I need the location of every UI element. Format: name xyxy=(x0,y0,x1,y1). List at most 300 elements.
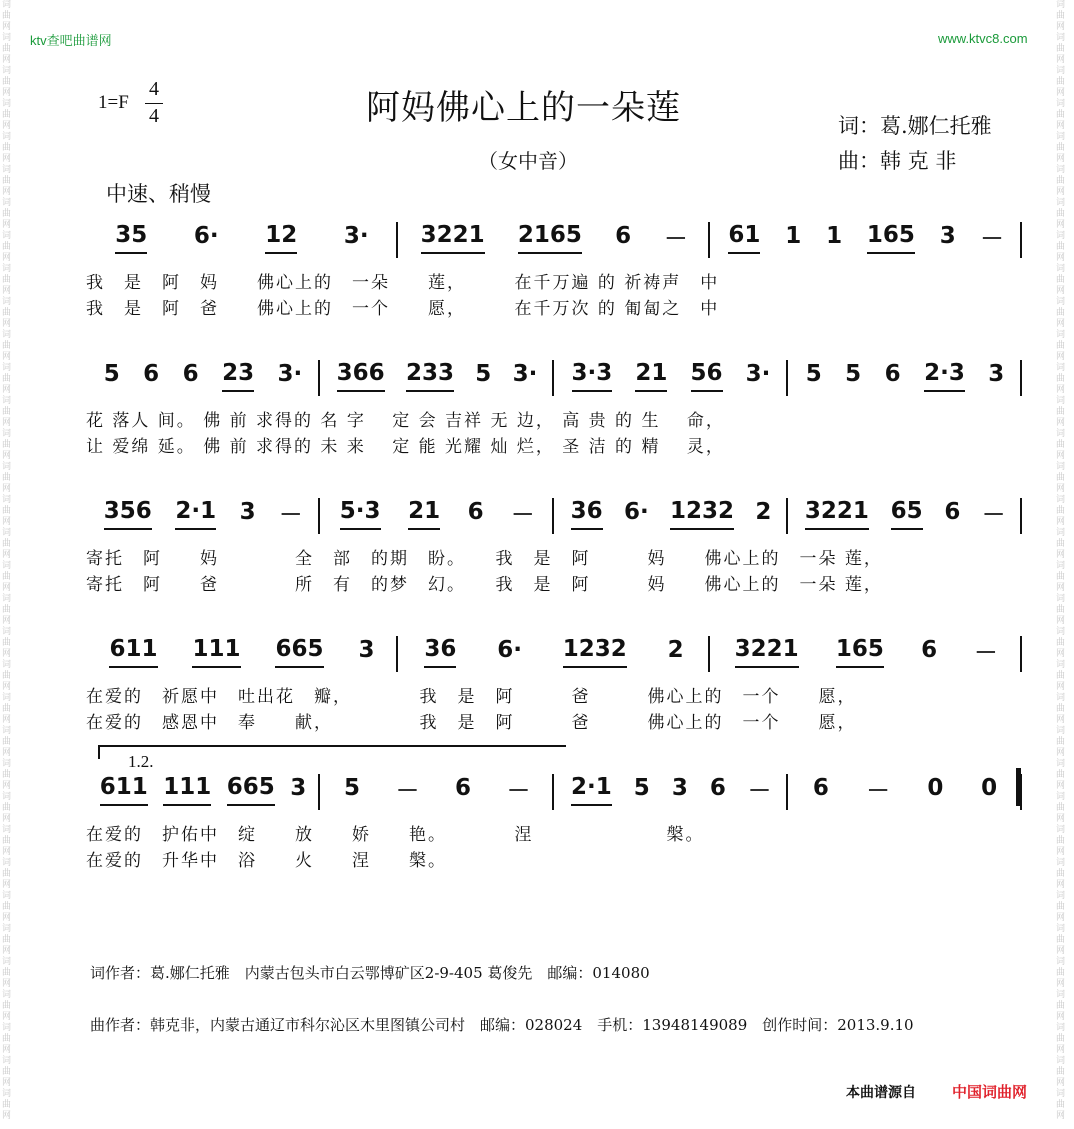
score-row-5 xyxy=(86,770,1022,871)
side-watermark-char: 词 xyxy=(2,726,12,736)
note: 3·3 xyxy=(572,360,613,392)
voice-type: （女中音） xyxy=(478,149,578,173)
note: 5 xyxy=(343,775,360,801)
note: 3 xyxy=(239,499,256,525)
lyric-verse-2: 在爱的 感恩中 奉 献， 我 是 阿 爸 佛心上的 一个 愿， xyxy=(86,713,857,733)
measure xyxy=(788,494,1022,534)
side-watermark-char: 曲 xyxy=(2,671,12,681)
side-watermark-char: 词 xyxy=(2,495,12,505)
measure xyxy=(788,356,1022,396)
side-watermark-char: 曲 xyxy=(2,1067,12,1077)
side-watermark-char: 词 xyxy=(2,264,12,274)
side-watermark-char: 网 xyxy=(2,946,12,956)
side-watermark-char: 曲 xyxy=(2,209,12,219)
side-watermark-char: 曲 xyxy=(1056,572,1066,582)
side-watermark-char: 词 xyxy=(1056,396,1066,406)
side-watermark-char: 曲 xyxy=(2,407,12,417)
side-watermark-char: 网 xyxy=(2,913,12,923)
side-watermark-char: 网 xyxy=(2,121,12,131)
side-watermark-char: 曲 xyxy=(2,869,12,879)
measure xyxy=(320,494,554,534)
side-watermark-char: 网 xyxy=(2,418,12,428)
side-watermark-char: 词 xyxy=(2,132,12,142)
note: － xyxy=(395,777,419,804)
side-watermark-char: 曲 xyxy=(1056,44,1066,54)
volta-label: 1.2. xyxy=(128,752,154,771)
lyric-verse-2: 让 爱绵 延。 佛 前 求得的 未 来 定 能 光耀 灿 烂， 圣 洁 的 精 灵， xyxy=(86,437,725,457)
song-title: 阿妈佛心上的一朵莲 xyxy=(366,88,681,128)
side-watermark-char: 曲 xyxy=(2,374,12,384)
side-watermark-char: 网 xyxy=(2,616,12,626)
side-watermark-char: 词 xyxy=(1056,495,1066,505)
side-watermark-char: 网 xyxy=(2,847,12,857)
note: 2165 xyxy=(518,222,582,254)
side-watermark-char: 曲 xyxy=(2,638,12,648)
side-watermark-char: 词 xyxy=(2,231,12,241)
side-watermark-char: 网 xyxy=(2,1045,12,1055)
note: 36 xyxy=(571,498,603,530)
side-watermark-char: 词 xyxy=(1056,132,1066,142)
side-watermark-char: 曲 xyxy=(1056,440,1066,450)
note: 3 xyxy=(358,637,375,663)
side-watermark-char: 词 xyxy=(1056,693,1066,703)
side-watermark-char: 词 xyxy=(2,594,12,604)
side-watermark-char: 曲 xyxy=(1056,473,1066,483)
lyric-verse-1: 我 是 阿 妈 佛心上的 一朵 莲， 在千万遍 的 祈祷声 中 xyxy=(86,273,720,293)
note: 6· xyxy=(497,637,522,663)
measure xyxy=(320,770,554,810)
side-watermark-char: 网 xyxy=(1056,748,1066,758)
note: 3 xyxy=(290,775,307,801)
side-watermark-char: 词 xyxy=(1056,66,1066,76)
source-label: 本曲谱源自 xyxy=(846,1085,916,1101)
note: 611 xyxy=(109,636,157,668)
side-watermark-char: 曲 xyxy=(1056,770,1066,780)
note: 3221 xyxy=(735,636,799,668)
side-watermark-char: 网 xyxy=(1056,715,1066,725)
side-watermark-char: 网 xyxy=(2,682,12,692)
side-watermark-char: 曲 xyxy=(2,605,12,615)
side-watermark-char: 网 xyxy=(2,484,12,494)
side-watermark-char: 词 xyxy=(2,660,12,670)
time-signature-line xyxy=(145,103,163,104)
side-watermark-char: 网 xyxy=(1056,616,1066,626)
side-watermark-char: 曲 xyxy=(1056,605,1066,615)
note: － xyxy=(866,777,890,804)
measure xyxy=(554,770,788,810)
side-watermark-char: 网 xyxy=(2,55,12,65)
note: － xyxy=(664,225,688,252)
note: 665 xyxy=(275,636,323,668)
side-watermark-char: 词 xyxy=(2,297,12,307)
note: 1 xyxy=(826,223,843,249)
lyricist-credit: 词：葛.娜仁托雅 xyxy=(838,114,992,138)
side-watermark-char: 曲 xyxy=(2,539,12,549)
note: 111 xyxy=(163,774,211,806)
side-watermark-char: 网 xyxy=(2,649,12,659)
side-watermark-char: 网 xyxy=(1056,550,1066,560)
note: 21 xyxy=(635,360,667,392)
side-watermark-char: 网 xyxy=(2,1012,12,1022)
side-watermark-char: 网 xyxy=(2,748,12,758)
lyric-verse-1: 在爱的 祈愿中 吐出花 瓣， 我 是 阿 爸 佛心上的 一个 愿， xyxy=(86,687,857,707)
note: 2·1 xyxy=(175,498,216,530)
note: 2·1 xyxy=(571,774,612,806)
side-watermark-char: 词 xyxy=(2,924,12,934)
note: 61 xyxy=(728,222,760,254)
note: 2 xyxy=(755,499,772,525)
side-watermark-char: 网 xyxy=(2,880,12,890)
side-watermark-char: 网 xyxy=(2,220,12,230)
note: 1232 xyxy=(670,498,734,530)
measure xyxy=(86,218,398,258)
right-watermark-strip xyxy=(1056,0,1072,1129)
side-watermark-char: 网 xyxy=(2,22,12,32)
side-watermark-char: 词 xyxy=(2,429,12,439)
side-watermark-char: 词 xyxy=(1056,528,1066,538)
note: 23 xyxy=(222,360,254,392)
side-watermark-char: 曲 xyxy=(1056,671,1066,681)
side-watermark-char: 网 xyxy=(2,451,12,461)
side-watermark-char: 网 xyxy=(2,88,12,98)
side-watermark-char: 曲 xyxy=(2,143,12,153)
side-watermark-char: 网 xyxy=(2,319,12,329)
lyric-verse-1: 寄托 阿 妈 全 部 的期 盼。 我 是 阿 妈 佛心上的 一朵 莲， xyxy=(86,549,883,569)
side-watermark-char: 曲 xyxy=(2,275,12,285)
side-watermark-char: 词 xyxy=(1056,891,1066,901)
side-watermark-char: 词 xyxy=(2,0,12,10)
note: 111 xyxy=(192,636,240,668)
note: 6 xyxy=(143,361,160,387)
time-signature-bottom: 4 xyxy=(149,105,159,127)
site-watermark-left[interactable]: ktv查吧曲谱网 xyxy=(30,33,112,48)
side-watermark-char: 网 xyxy=(1056,286,1066,296)
side-watermark-char: 网 xyxy=(1056,847,1066,857)
side-watermark-char: 曲 xyxy=(1056,110,1066,120)
side-watermark-char: 词 xyxy=(1056,1056,1066,1066)
side-watermark-char: 词 xyxy=(2,858,12,868)
note: 2 xyxy=(667,637,684,663)
lyric-verse-1: 在爱的 护佑中 绽 放 娇 艳。 涅 槃。 xyxy=(86,825,705,845)
side-watermark-char: 词 xyxy=(1056,957,1066,967)
note: 3 xyxy=(671,775,688,801)
volta-bracket xyxy=(98,745,566,759)
side-watermark-char: 网 xyxy=(2,781,12,791)
side-watermark-char: 曲 xyxy=(2,77,12,87)
side-watermark-char: 曲 xyxy=(1056,11,1066,21)
note: 5 xyxy=(805,361,822,387)
side-watermark-char: 词 xyxy=(2,1023,12,1033)
side-watermark-char: 曲 xyxy=(2,1001,12,1011)
measure xyxy=(86,356,320,396)
score-row-3 xyxy=(86,494,1022,595)
side-watermark-char: 词 xyxy=(1056,1089,1066,1099)
side-watermark-char: 网 xyxy=(1056,814,1066,824)
note: 1 xyxy=(785,223,802,249)
side-watermark-char: 曲 xyxy=(2,473,12,483)
side-watermark-char: 网 xyxy=(1056,946,1066,956)
side-watermark-char: 词 xyxy=(1056,462,1066,472)
side-watermark-char: 词 xyxy=(1056,627,1066,637)
side-watermark-char: 曲 xyxy=(1056,209,1066,219)
side-watermark-char: 词 xyxy=(1056,0,1066,10)
side-watermark-char: 词 xyxy=(2,462,12,472)
side-watermark-char: 曲 xyxy=(2,110,12,120)
side-watermark-char: 词 xyxy=(2,693,12,703)
score-row-4 xyxy=(86,632,1022,733)
note: 366 xyxy=(337,360,385,392)
side-watermark-char: 词 xyxy=(2,33,12,43)
side-watermark-char: 网 xyxy=(2,1078,12,1088)
side-watermark-char: 网 xyxy=(1056,22,1066,32)
note: 35 xyxy=(115,222,147,254)
note: 56 xyxy=(691,360,723,392)
side-watermark-char: 曲 xyxy=(1056,539,1066,549)
note: 665 xyxy=(227,774,275,806)
side-watermark-char: 曲 xyxy=(1056,935,1066,945)
note: 5 xyxy=(633,775,650,801)
note: 5 xyxy=(475,361,492,387)
side-watermark-char: 网 xyxy=(2,352,12,362)
side-watermark-char: 词 xyxy=(2,792,12,802)
note: － xyxy=(980,225,1004,252)
side-watermark-char: 词 xyxy=(2,396,12,406)
measure xyxy=(398,218,710,258)
side-watermark-char: 网 xyxy=(1056,319,1066,329)
footer-lyricist-info: 词作者：葛.娜仁托雅 内蒙古包头市白云鄂博矿区2-9-405 葛俊先 邮编：014080 xyxy=(90,964,650,982)
side-watermark-char: 网 xyxy=(1056,880,1066,890)
side-watermark-char: 网 xyxy=(2,253,12,263)
side-watermark-char: 网 xyxy=(2,1111,12,1121)
note: 0 xyxy=(927,775,944,801)
note: 36 xyxy=(424,636,456,668)
side-watermark-char: 曲 xyxy=(1056,275,1066,285)
note: － xyxy=(982,501,1006,528)
side-watermark-char: 曲 xyxy=(2,176,12,186)
final-barline xyxy=(1016,768,1021,806)
side-watermark-char: 网 xyxy=(1056,451,1066,461)
side-watermark-char: 曲 xyxy=(1056,803,1066,813)
measures xyxy=(86,356,1022,396)
measures xyxy=(86,632,1022,672)
note: 165 xyxy=(867,222,915,254)
side-watermark-char: 网 xyxy=(2,517,12,527)
side-watermark-char: 曲 xyxy=(2,11,12,21)
side-watermark-char: 词 xyxy=(1056,990,1066,1000)
side-watermark-char: 曲 xyxy=(2,1100,12,1110)
note: 165 xyxy=(836,636,884,668)
side-watermark-char: 词 xyxy=(2,198,12,208)
side-watermark-char: 网 xyxy=(2,979,12,989)
measures xyxy=(86,218,1022,258)
note: 3 xyxy=(939,223,956,249)
side-watermark-char: 词 xyxy=(2,891,12,901)
side-watermark-char: 词 xyxy=(2,957,12,967)
side-watermark-char: 曲 xyxy=(2,737,12,747)
lyric-verse-1: 花 落人 间。 佛 前 求得的 名 字 定 会 吉祥 无 边， 高 贵 的 生 命， xyxy=(86,411,725,431)
side-watermark-char: 曲 xyxy=(2,440,12,450)
side-watermark-char: 曲 xyxy=(2,1034,12,1044)
note: 6 xyxy=(884,361,901,387)
note: 6 xyxy=(182,361,199,387)
side-watermark-char: 词 xyxy=(2,627,12,637)
side-watermark-char: 曲 xyxy=(2,836,12,846)
side-watermark-char: 曲 xyxy=(1056,1034,1066,1044)
side-watermark-char: 曲 xyxy=(1056,77,1066,87)
side-watermark-char: 词 xyxy=(2,363,12,373)
side-watermark-char: 曲 xyxy=(1056,902,1066,912)
note: 233 xyxy=(406,360,454,392)
side-watermark-char: 曲 xyxy=(2,341,12,351)
site-watermark-right[interactable]: www.ktvc8.com xyxy=(938,31,1028,46)
note: 1232 xyxy=(563,636,627,668)
source-link[interactable]: 中国词曲网 xyxy=(952,1083,1028,1101)
measure xyxy=(320,356,554,396)
side-watermark-char: 曲 xyxy=(1056,1001,1066,1011)
side-watermark-char: 曲 xyxy=(1056,836,1066,846)
side-watermark-char: 网 xyxy=(1056,583,1066,593)
note: 3 xyxy=(988,361,1005,387)
side-watermark-char: 曲 xyxy=(2,968,12,978)
side-watermark-char: 词 xyxy=(1056,330,1066,340)
note: 6 xyxy=(921,637,938,663)
side-watermark-char: 词 xyxy=(1056,231,1066,241)
footer-composer-info: 曲作者：韩克非，内蒙古通辽市科尔沁区木里图镇公司村 邮编：028024 手机：13948149089 创作时间：2013.9.10 xyxy=(90,1016,914,1034)
side-watermark-char: 词 xyxy=(1056,198,1066,208)
side-watermark-char: 曲 xyxy=(1056,506,1066,516)
side-watermark-char: 曲 xyxy=(1056,737,1066,747)
side-watermark-char: 网 xyxy=(2,154,12,164)
score-row-2 xyxy=(86,356,1022,457)
note: 6 xyxy=(944,499,961,525)
side-watermark-char: 网 xyxy=(1056,385,1066,395)
side-watermark-char: 词 xyxy=(1056,825,1066,835)
side-watermark-char: 网 xyxy=(1056,517,1066,527)
side-watermark-char: 曲 xyxy=(1056,704,1066,714)
note: 356 xyxy=(104,498,152,530)
note: 65 xyxy=(891,498,923,530)
side-watermark-char: 网 xyxy=(1056,88,1066,98)
side-watermark-char: 曲 xyxy=(2,308,12,318)
side-watermark-char: 词 xyxy=(1056,858,1066,868)
measure xyxy=(86,632,398,672)
side-watermark-char: 网 xyxy=(1056,913,1066,923)
side-watermark-char: 词 xyxy=(2,330,12,340)
lyric-verse-2: 寄托 阿 爸 所 有 的梦 幻。 我 是 阿 妈 佛心上的 一朵 莲， xyxy=(86,575,883,595)
side-watermark-char: 曲 xyxy=(1056,242,1066,252)
left-watermark-strip xyxy=(2,0,18,1129)
side-watermark-char: 网 xyxy=(1056,781,1066,791)
note: 5·3 xyxy=(340,498,381,530)
side-watermark-char: 网 xyxy=(1056,55,1066,65)
side-watermark-char: 曲 xyxy=(1056,968,1066,978)
side-watermark-char: 词 xyxy=(2,990,12,1000)
note: 6 xyxy=(454,775,471,801)
side-watermark-char: 曲 xyxy=(1056,176,1066,186)
lyric-verse-2: 在爱的 升华中 浴 火 涅 槃。 xyxy=(86,851,447,871)
side-watermark-char: 词 xyxy=(2,1056,12,1066)
measure xyxy=(710,218,1022,258)
side-watermark-char: 曲 xyxy=(1056,308,1066,318)
side-watermark-char: 词 xyxy=(1056,660,1066,670)
score-row-1 xyxy=(86,218,1022,319)
side-watermark-char: 词 xyxy=(2,528,12,538)
side-watermark-char: 词 xyxy=(1056,429,1066,439)
note: 6· xyxy=(623,499,649,525)
note: 3· xyxy=(745,361,771,387)
note: 5 xyxy=(845,361,862,387)
side-watermark-char: 曲 xyxy=(2,935,12,945)
measure xyxy=(86,494,320,534)
note: 6 xyxy=(467,499,484,525)
side-watermark-char: 网 xyxy=(1056,979,1066,989)
note: 5 xyxy=(103,361,120,387)
time-signature-top: 4 xyxy=(149,78,159,100)
side-watermark-char: 词 xyxy=(1056,759,1066,769)
note: 3· xyxy=(343,223,369,249)
note: 2·3 xyxy=(924,360,965,392)
note: － xyxy=(279,501,303,528)
side-watermark-char: 曲 xyxy=(2,242,12,252)
note: 6· xyxy=(193,223,219,249)
measure xyxy=(398,632,710,672)
side-watermark-char: 网 xyxy=(1056,1012,1066,1022)
side-watermark-char: 词 xyxy=(2,759,12,769)
side-watermark-char: 网 xyxy=(1056,418,1066,428)
side-watermark-char: 词 xyxy=(2,165,12,175)
side-watermark-char: 曲 xyxy=(2,803,12,813)
side-watermark-char: 词 xyxy=(1056,792,1066,802)
note: 6 xyxy=(709,775,726,801)
side-watermark-char: 词 xyxy=(1056,726,1066,736)
side-watermark-char: 曲 xyxy=(1056,638,1066,648)
side-watermark-char: 网 xyxy=(1056,121,1066,131)
measures xyxy=(86,494,1022,534)
side-watermark-char: 词 xyxy=(1056,165,1066,175)
measures xyxy=(86,770,1022,810)
note: 611 xyxy=(100,774,148,806)
key-signature: 1=F xyxy=(98,92,129,113)
note: 12 xyxy=(265,222,297,254)
side-watermark-char: 网 xyxy=(2,286,12,296)
side-watermark-char: 网 xyxy=(1056,187,1066,197)
side-watermark-char: 词 xyxy=(2,99,12,109)
side-watermark-char: 词 xyxy=(2,825,12,835)
side-watermark-char: 词 xyxy=(1056,363,1066,373)
side-watermark-char: 网 xyxy=(1056,484,1066,494)
side-watermark-char: 曲 xyxy=(1056,143,1066,153)
side-watermark-char: 网 xyxy=(1056,1078,1066,1088)
side-watermark-char: 网 xyxy=(2,814,12,824)
note: 3· xyxy=(277,361,303,387)
side-watermark-char: 网 xyxy=(2,385,12,395)
note: － xyxy=(511,501,535,528)
measure xyxy=(554,356,788,396)
side-watermark-char: 网 xyxy=(2,187,12,197)
note: 0 xyxy=(981,775,998,801)
side-watermark-char: 曲 xyxy=(1056,1067,1066,1077)
note: 3· xyxy=(512,361,538,387)
side-watermark-char: 网 xyxy=(1056,352,1066,362)
note: － xyxy=(747,777,771,804)
note: 6 xyxy=(615,223,632,249)
composer-credit: 曲：韩 克 非 xyxy=(838,149,957,173)
side-watermark-char: 曲 xyxy=(2,902,12,912)
note: 3221 xyxy=(805,498,869,530)
side-watermark-char: 词 xyxy=(2,66,12,76)
side-watermark-char: 词 xyxy=(1056,924,1066,934)
side-watermark-char: 词 xyxy=(1056,33,1066,43)
